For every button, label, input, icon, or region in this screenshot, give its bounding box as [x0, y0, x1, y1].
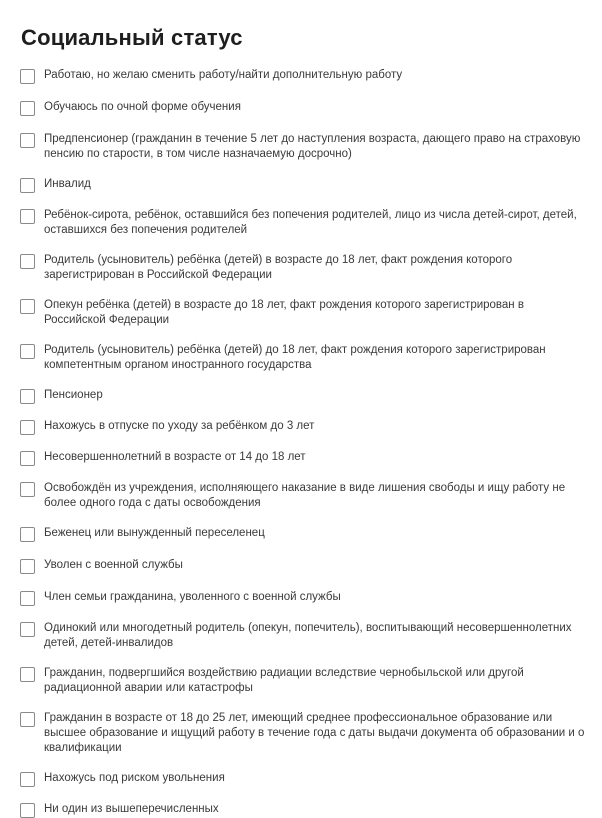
- status-option[interactable]: [20, 666, 586, 696]
- status-option[interactable]: [20, 802, 586, 818]
- status-option[interactable]: [20, 343, 586, 373]
- status-option[interactable]: [20, 253, 586, 283]
- status-option[interactable]: [20, 526, 586, 542]
- status-option-label: Одинокий или многодетный родитель (опекун, попечитель), воспитывающий несовершеннолетних детей, детей-инвалидов: [44, 622, 572, 649]
- status-checkbox[interactable]: [20, 712, 35, 727]
- status-option[interactable]: [20, 481, 586, 511]
- status-option[interactable]: [20, 711, 586, 756]
- status-checkbox[interactable]: [20, 622, 35, 637]
- status-options-list: [20, 68, 586, 818]
- status-option[interactable]: [20, 132, 586, 162]
- status-option[interactable]: [20, 208, 586, 238]
- status-option-label: Несовершеннолетний в возрасте от 14 до 18 лет: [44, 451, 306, 463]
- status-checkbox[interactable]: [20, 209, 35, 224]
- status-option[interactable]: [20, 771, 586, 787]
- status-option[interactable]: [20, 388, 586, 404]
- status-checkbox[interactable]: [20, 344, 35, 359]
- status-option[interactable]: [20, 621, 586, 651]
- status-option-label: Родитель (усыновитель) ребёнка (детей) до 18 лет, факт рождения которого зарегистрирован компетентным органом иностранного государства: [44, 344, 546, 371]
- status-checkbox[interactable]: [20, 69, 35, 84]
- status-option-label: Нахожусь в отпуске по уходу за ребёнком до 3 лет: [44, 420, 315, 432]
- status-checkbox[interactable]: [20, 482, 35, 497]
- status-checkbox[interactable]: [20, 559, 35, 574]
- status-option[interactable]: [20, 100, 586, 116]
- status-option[interactable]: [20, 419, 586, 435]
- status-option-label: Предпенсионер (гражданин в течение 5 лет до наступления возраста, дающего право на страховую пенсию по старости, в том числе назначаемую досрочно): [44, 133, 581, 160]
- status-checkbox[interactable]: [20, 420, 35, 435]
- status-checkbox[interactable]: [20, 133, 35, 148]
- status-option[interactable]: [20, 68, 586, 84]
- status-option-label: Пенсионер: [44, 389, 103, 401]
- status-option-label: Родитель (усыновитель) ребёнка (детей) в возрасте до 18 лет, факт рождения которого зарегистрирован в Российской Федерации: [44, 254, 513, 281]
- status-option-label: Гражданин в возрасте от 18 до 25 лет, имеющий среднее профессиональное образование или высшее образование и ищущий работу в течение года с даты выдачи документа об образовании и о квалификации: [44, 712, 585, 754]
- status-checkbox[interactable]: [20, 389, 35, 404]
- status-option[interactable]: [20, 298, 586, 328]
- status-checkbox[interactable]: [20, 101, 35, 116]
- status-checkbox[interactable]: [20, 178, 35, 193]
- section-title: Социальный статус: [21, 25, 243, 50]
- status-checkbox[interactable]: [20, 254, 35, 269]
- status-option-label: Уволен с военной службы: [44, 559, 183, 571]
- status-checkbox[interactable]: [20, 299, 35, 314]
- status-checkbox[interactable]: [20, 527, 35, 542]
- status-option-label: Член семьи гражданина, уволенного с военной службы: [44, 591, 341, 603]
- status-option-label: Инвалид: [44, 178, 91, 190]
- status-checkbox[interactable]: [20, 772, 35, 787]
- status-option[interactable]: [20, 450, 586, 466]
- status-checkbox[interactable]: [20, 803, 35, 818]
- status-option-label: Нахожусь под риском увольнения: [44, 772, 225, 784]
- status-checkbox[interactable]: [20, 451, 35, 466]
- status-option-label: Опекун ребёнка (детей) в возрасте до 18 лет, факт рождения которого зарегистрирован в Российской Федерации: [44, 299, 524, 326]
- status-option-label: Беженец или вынужденный переселенец: [44, 527, 265, 539]
- status-option-label: Ребёнок-сирота, ребёнок, оставшийся без попечения родителей, лицо из числа детей-сирот, детей, оставшихся без попечения родителей: [44, 209, 577, 236]
- status-option-label: Ни один из вышеперечисленных: [44, 803, 219, 815]
- status-checkbox[interactable]: [20, 667, 35, 682]
- status-option-label: Обучаюсь по очной форме обучения: [44, 101, 241, 113]
- status-option-label: Освобождён из учреждения, исполняющего наказание в виде лишения свободы и ищу работу не более одного года с даты освобождения: [44, 482, 566, 509]
- status-option[interactable]: [20, 177, 586, 193]
- status-option-label: Работаю, но желаю сменить работу/найти дополнительную работу: [44, 69, 403, 81]
- status-checkbox[interactable]: [20, 591, 35, 606]
- status-option[interactable]: [20, 558, 586, 574]
- status-option[interactable]: [20, 590, 586, 606]
- status-option-label: Гражданин, подвергшийся воздействию радиации вследствие чернобыльской или другой радиационной аварии или катастрофы: [44, 667, 524, 694]
